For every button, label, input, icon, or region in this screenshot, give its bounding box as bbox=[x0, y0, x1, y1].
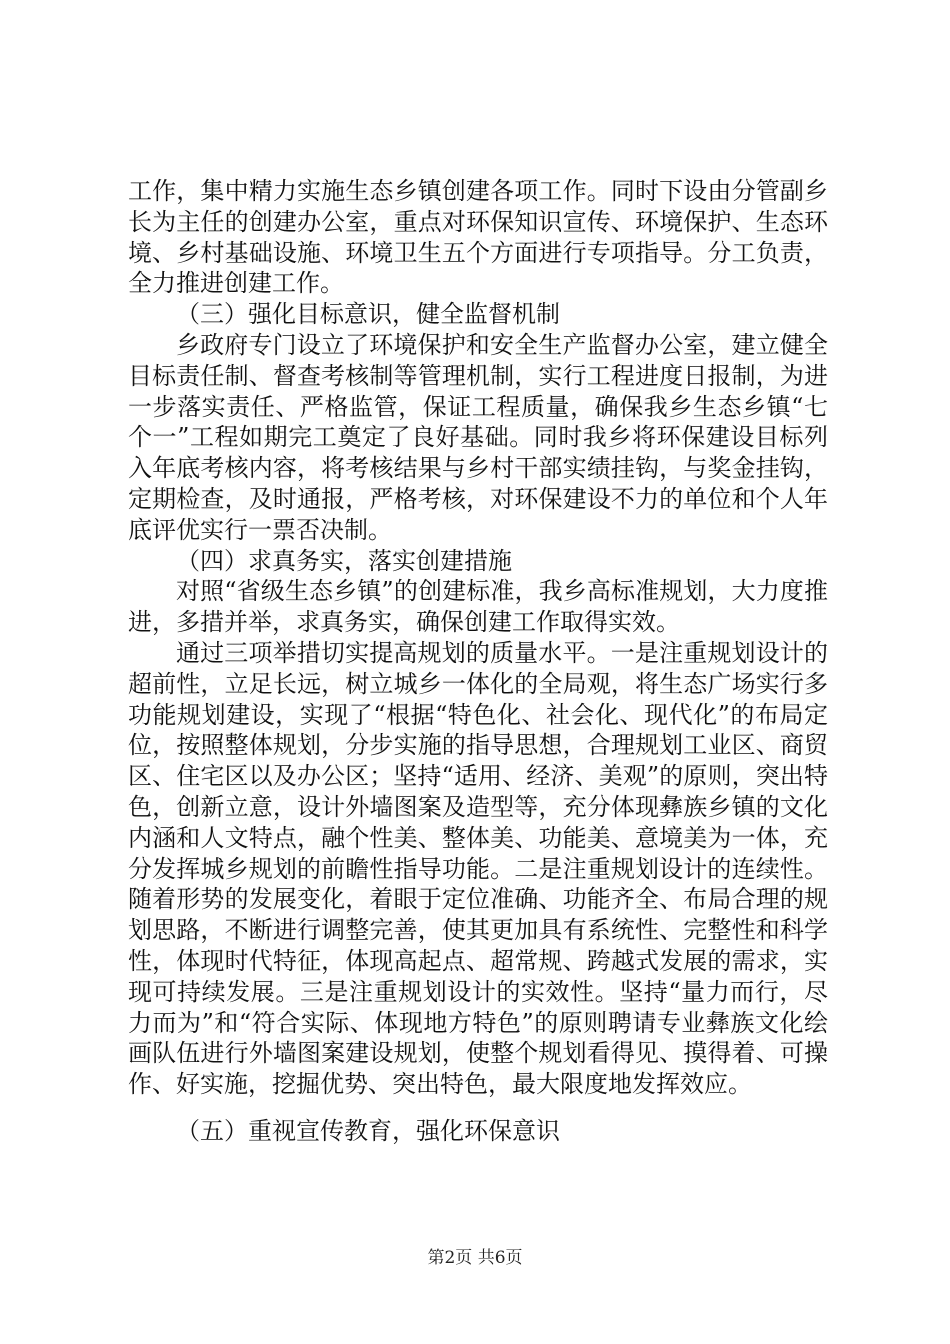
section-heading-3: （三）强化目标意识，健全监督机制 bbox=[176, 300, 560, 329]
section-heading-4: （四）求真务实，落实创建措施 bbox=[176, 546, 512, 575]
document-body bbox=[128, 176, 828, 1147]
paragraph-continuation: 工作，集中精力实施生态乡镇创建各项工作。同时下设由分管副乡长为主任的创建办公室，重点对环保知识宣传、环境保护、生态环境、乡村基础设施、环境卫生五个方面进行专项指导。分工负责，全力推进创建工作。 bbox=[128, 177, 828, 298]
section-heading-5: （五）重视宣传教育，强化环保意识 bbox=[176, 1116, 560, 1145]
page-number-footer: 第2页 共6页 bbox=[427, 1248, 523, 1268]
paragraph-supervision: 乡政府专门设立了环境保护和安全生产监督办公室，建立健全目标责任制、督查考核制等管理机制，实行工程进度日报制，为进一步落实责任、严格监管，保证工程质量，确保我乡生态乡镇“七个一”工程如期完工奠定了良好基础。同时我乡将环保建设目标列入年底考核内容，将考核结果与乡村干部实绩挂钩，与奖金挂钩，定期检查，及时通报，严格考核，对环保建设不力的单位和个人年底评优实行一票否决制。 bbox=[128, 330, 828, 544]
paragraph-standards: 对照“省级生态乡镇”的创建标准，我乡高标准规划，大力度推进，多措并举，求真务实，确保创建工作取得实效。 bbox=[128, 577, 828, 637]
paragraph-planning-measures: 通过三项举措切实提高规划的质量水平。一是注重规划设计的超前性，立足长远，树立城乡一体化的全局观，将生态广场实行多功能规划建设，实现了“根据“特色化、社会化、现代化”的布局定位，按照整体规划，分步实施的指导思想，合理规划工业区、商贸区、住宅区以及办公区；坚持“适用、经济、美观”的原则，突出特色，创新立意，设计外墙图案及造型等，充分体现彝族乡镇的文化内涵和人文特点，融个性美、整体美、功能美、意境美为一体，充分发挥城乡规划的前瞻性指导功能。二是注重规划设计的连续性。随着形势的发展变化，着眼于定位准确、功能齐全、布局合理的规划思路，不断进行调整完善，使其更加具有系统性、完整性和科学性，体现时代特征，体现高起点、超常规、跨越式发展的需求，实现可持续发展。三是注重规划设计的实效性。坚持“量力而行，尽力而为”和“符合实际、体现地方特色”的原则聘请专业彝族文化绘画队伍进行外墙图案建设规划，使整个规划看得见、摸得着、可操作、好实施，挖掘优势、突出特色，最大限度地发挥效应。 bbox=[128, 638, 828, 1099]
